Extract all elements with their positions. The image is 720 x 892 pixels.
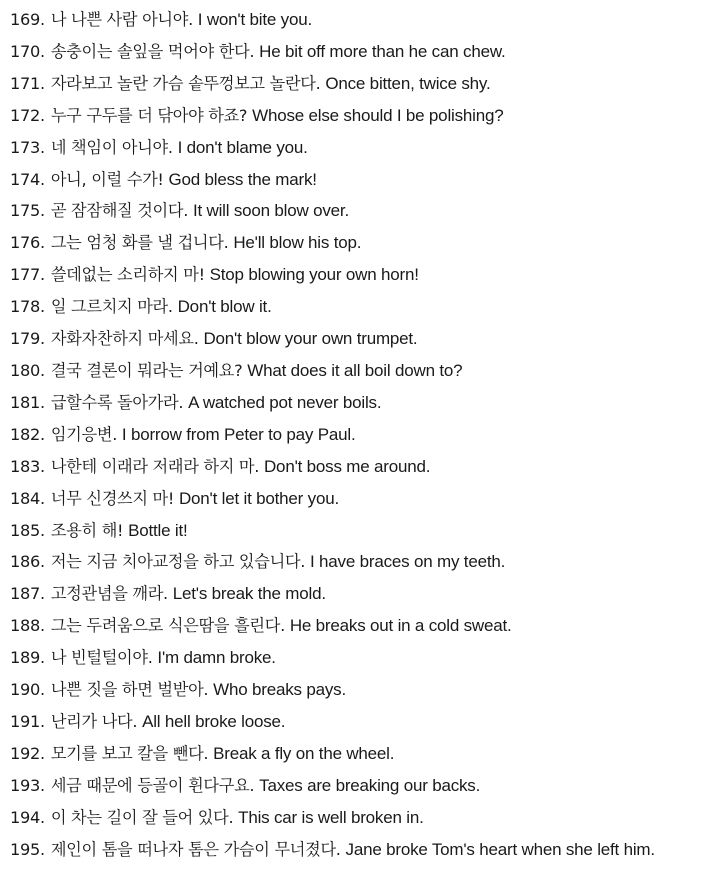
item-number: 169. — [10, 10, 45, 29]
list-item — [10, 100, 720, 132]
list-item — [10, 355, 720, 387]
english-text: He'll blow his top. — [233, 233, 362, 253]
korean-text: 급할수록 돌아가라. — [50, 392, 184, 412]
item-number: 185. — [10, 520, 45, 540]
korean-text: 나 나쁜 사람 아니야. — [50, 10, 193, 29]
item-number: 181. — [10, 392, 45, 412]
korean-text: 송충이는 솔잎을 먹어야 한다. — [50, 41, 255, 61]
english-text: He bit off more than he can chew. — [259, 41, 506, 61]
list-item — [10, 419, 720, 451]
list-item — [10, 515, 720, 547]
korean-text: 곧 잠잠해질 것이다. — [50, 201, 189, 221]
korean-text: 모기를 보고 칼을 뺀다. — [50, 743, 209, 763]
item-number: 195. — [10, 839, 45, 859]
list-item — [10, 802, 720, 834]
list-item — [10, 387, 720, 419]
english-text: All hell broke loose. — [142, 711, 286, 731]
korean-text: 세금 때문에 등골이 휜다구요. — [50, 775, 255, 795]
item-number: 180. — [10, 360, 45, 380]
list-item — [10, 578, 720, 610]
english-text: It will soon blow over. — [192, 201, 349, 221]
korean-text: 저는 지금 치아교정을 하고 있습니다. — [50, 552, 306, 572]
list-item — [10, 610, 720, 642]
english-text: I don't blame you. — [177, 137, 308, 157]
korean-text: 임기응변. — [50, 424, 118, 444]
english-text: Break a fly on the wheel. — [213, 743, 395, 763]
item-number: 187. — [10, 584, 45, 604]
item-number: 178. — [10, 297, 45, 317]
korean-text: 나한테 이래라 저래라 하지 마. — [50, 456, 260, 476]
list-item — [10, 291, 720, 323]
item-number: 182. — [10, 424, 45, 444]
item-number: 175. — [10, 201, 45, 221]
korean-text: 누구 구두를 더 닦아야 하죠? — [50, 105, 248, 125]
korean-text: 난리가 나다. — [50, 711, 138, 731]
list-item — [10, 195, 720, 227]
english-text: I borrow from Peter to pay Paul. — [121, 424, 356, 444]
item-number: 193. — [10, 775, 45, 795]
english-text: God bless the mark! — [168, 169, 317, 189]
korean-text: 그는 엄청 화를 낼 겁니다. — [50, 233, 229, 253]
item-number: 177. — [10, 265, 45, 285]
item-number: 188. — [10, 616, 45, 636]
item-number: 194. — [10, 807, 45, 827]
list-item — [10, 674, 720, 706]
list-item — [10, 132, 720, 164]
english-text: Jane broke Tom's heart when she left him. — [345, 839, 655, 859]
list-item — [10, 68, 720, 100]
english-text: He breaks out in a cold sweat. — [289, 616, 512, 636]
korean-text: 그는 두려움으로 식은땀을 흘린다. — [50, 616, 285, 636]
english-text: I won't bite you. — [197, 10, 312, 29]
english-text: This car is well broken in. — [238, 807, 424, 827]
item-number: 190. — [10, 680, 45, 700]
list-item — [10, 4, 720, 36]
english-text: Once bitten, twice shy. — [325, 73, 491, 93]
korean-text: 나 빈털털이야. — [50, 648, 153, 668]
item-number: 171. — [10, 73, 45, 93]
list-item — [10, 706, 720, 738]
list-item — [10, 642, 720, 674]
list-item — [10, 546, 720, 578]
korean-text: 일 그르치지 마라. — [50, 297, 173, 317]
korean-text: 쓸데없는 소리하지 마! — [50, 265, 205, 285]
item-number: 191. — [10, 711, 45, 731]
item-number: 173. — [10, 137, 45, 157]
english-text: Don't boss me around. — [263, 456, 431, 476]
item-number: 192. — [10, 743, 45, 763]
korean-text: 고정관념을 깨라. — [50, 584, 168, 604]
english-text: Don't let it bother you. — [178, 488, 339, 508]
english-text: Who breaks pays. — [213, 680, 346, 700]
korean-text: 조용히 해! — [50, 520, 124, 540]
list-item — [10, 451, 720, 483]
korean-text: 아니, 이럴 수가! — [50, 169, 164, 189]
english-text: Don't blow your own trumpet. — [203, 329, 418, 349]
list-item — [10, 36, 720, 68]
english-text: A watched pot never boils. — [188, 392, 382, 412]
english-text: Don't blow it. — [177, 297, 272, 317]
english-text: I have braces on my teeth. — [310, 552, 506, 572]
korean-text: 이 차는 길이 잘 들어 있다. — [50, 807, 234, 827]
list-item — [10, 164, 720, 196]
korean-text: 결국 결론이 뭐라는 거예요? — [50, 360, 243, 380]
item-number: 174. — [10, 169, 45, 189]
item-number: 179. — [10, 329, 45, 349]
english-text: What does it all boil down to? — [247, 360, 463, 380]
korean-text: 나쁜 짓을 하면 벌받아. — [50, 680, 209, 700]
english-text: Taxes are breaking our backs. — [259, 775, 481, 795]
list-item — [10, 227, 720, 259]
korean-text: 네 책임이 아니야. — [50, 137, 173, 157]
item-number: 172. — [10, 105, 45, 125]
item-number: 183. — [10, 456, 45, 476]
english-text: Bottle it! — [128, 520, 188, 540]
english-text: Whose else should I be polishing? — [252, 105, 504, 125]
korean-text: 너무 신경쓰지 마! — [50, 488, 175, 508]
korean-text: 자라보고 놀란 가슴 솥뚜껑보고 놀란다. — [50, 73, 321, 93]
item-number: 170. — [10, 41, 45, 61]
list-item — [10, 483, 720, 515]
phrase-list — [10, 4, 720, 865]
item-number: 184. — [10, 488, 45, 508]
korean-text: 제인이 톰을 떠나자 톰은 가슴이 무너졌다. — [50, 839, 341, 859]
english-text: Stop blowing your own horn! — [209, 265, 419, 285]
list-item — [10, 259, 720, 291]
item-number: 186. — [10, 552, 45, 572]
list-item — [10, 770, 720, 802]
english-text: Let's break the mold. — [172, 584, 326, 604]
english-text: I'm damn broke. — [157, 648, 276, 668]
item-number: 189. — [10, 648, 45, 668]
list-item — [10, 323, 720, 355]
list-item — [10, 834, 718, 866]
item-number: 176. — [10, 233, 45, 253]
list-item — [10, 738, 720, 770]
korean-text: 자화자찬하지 마세요. — [50, 329, 199, 349]
